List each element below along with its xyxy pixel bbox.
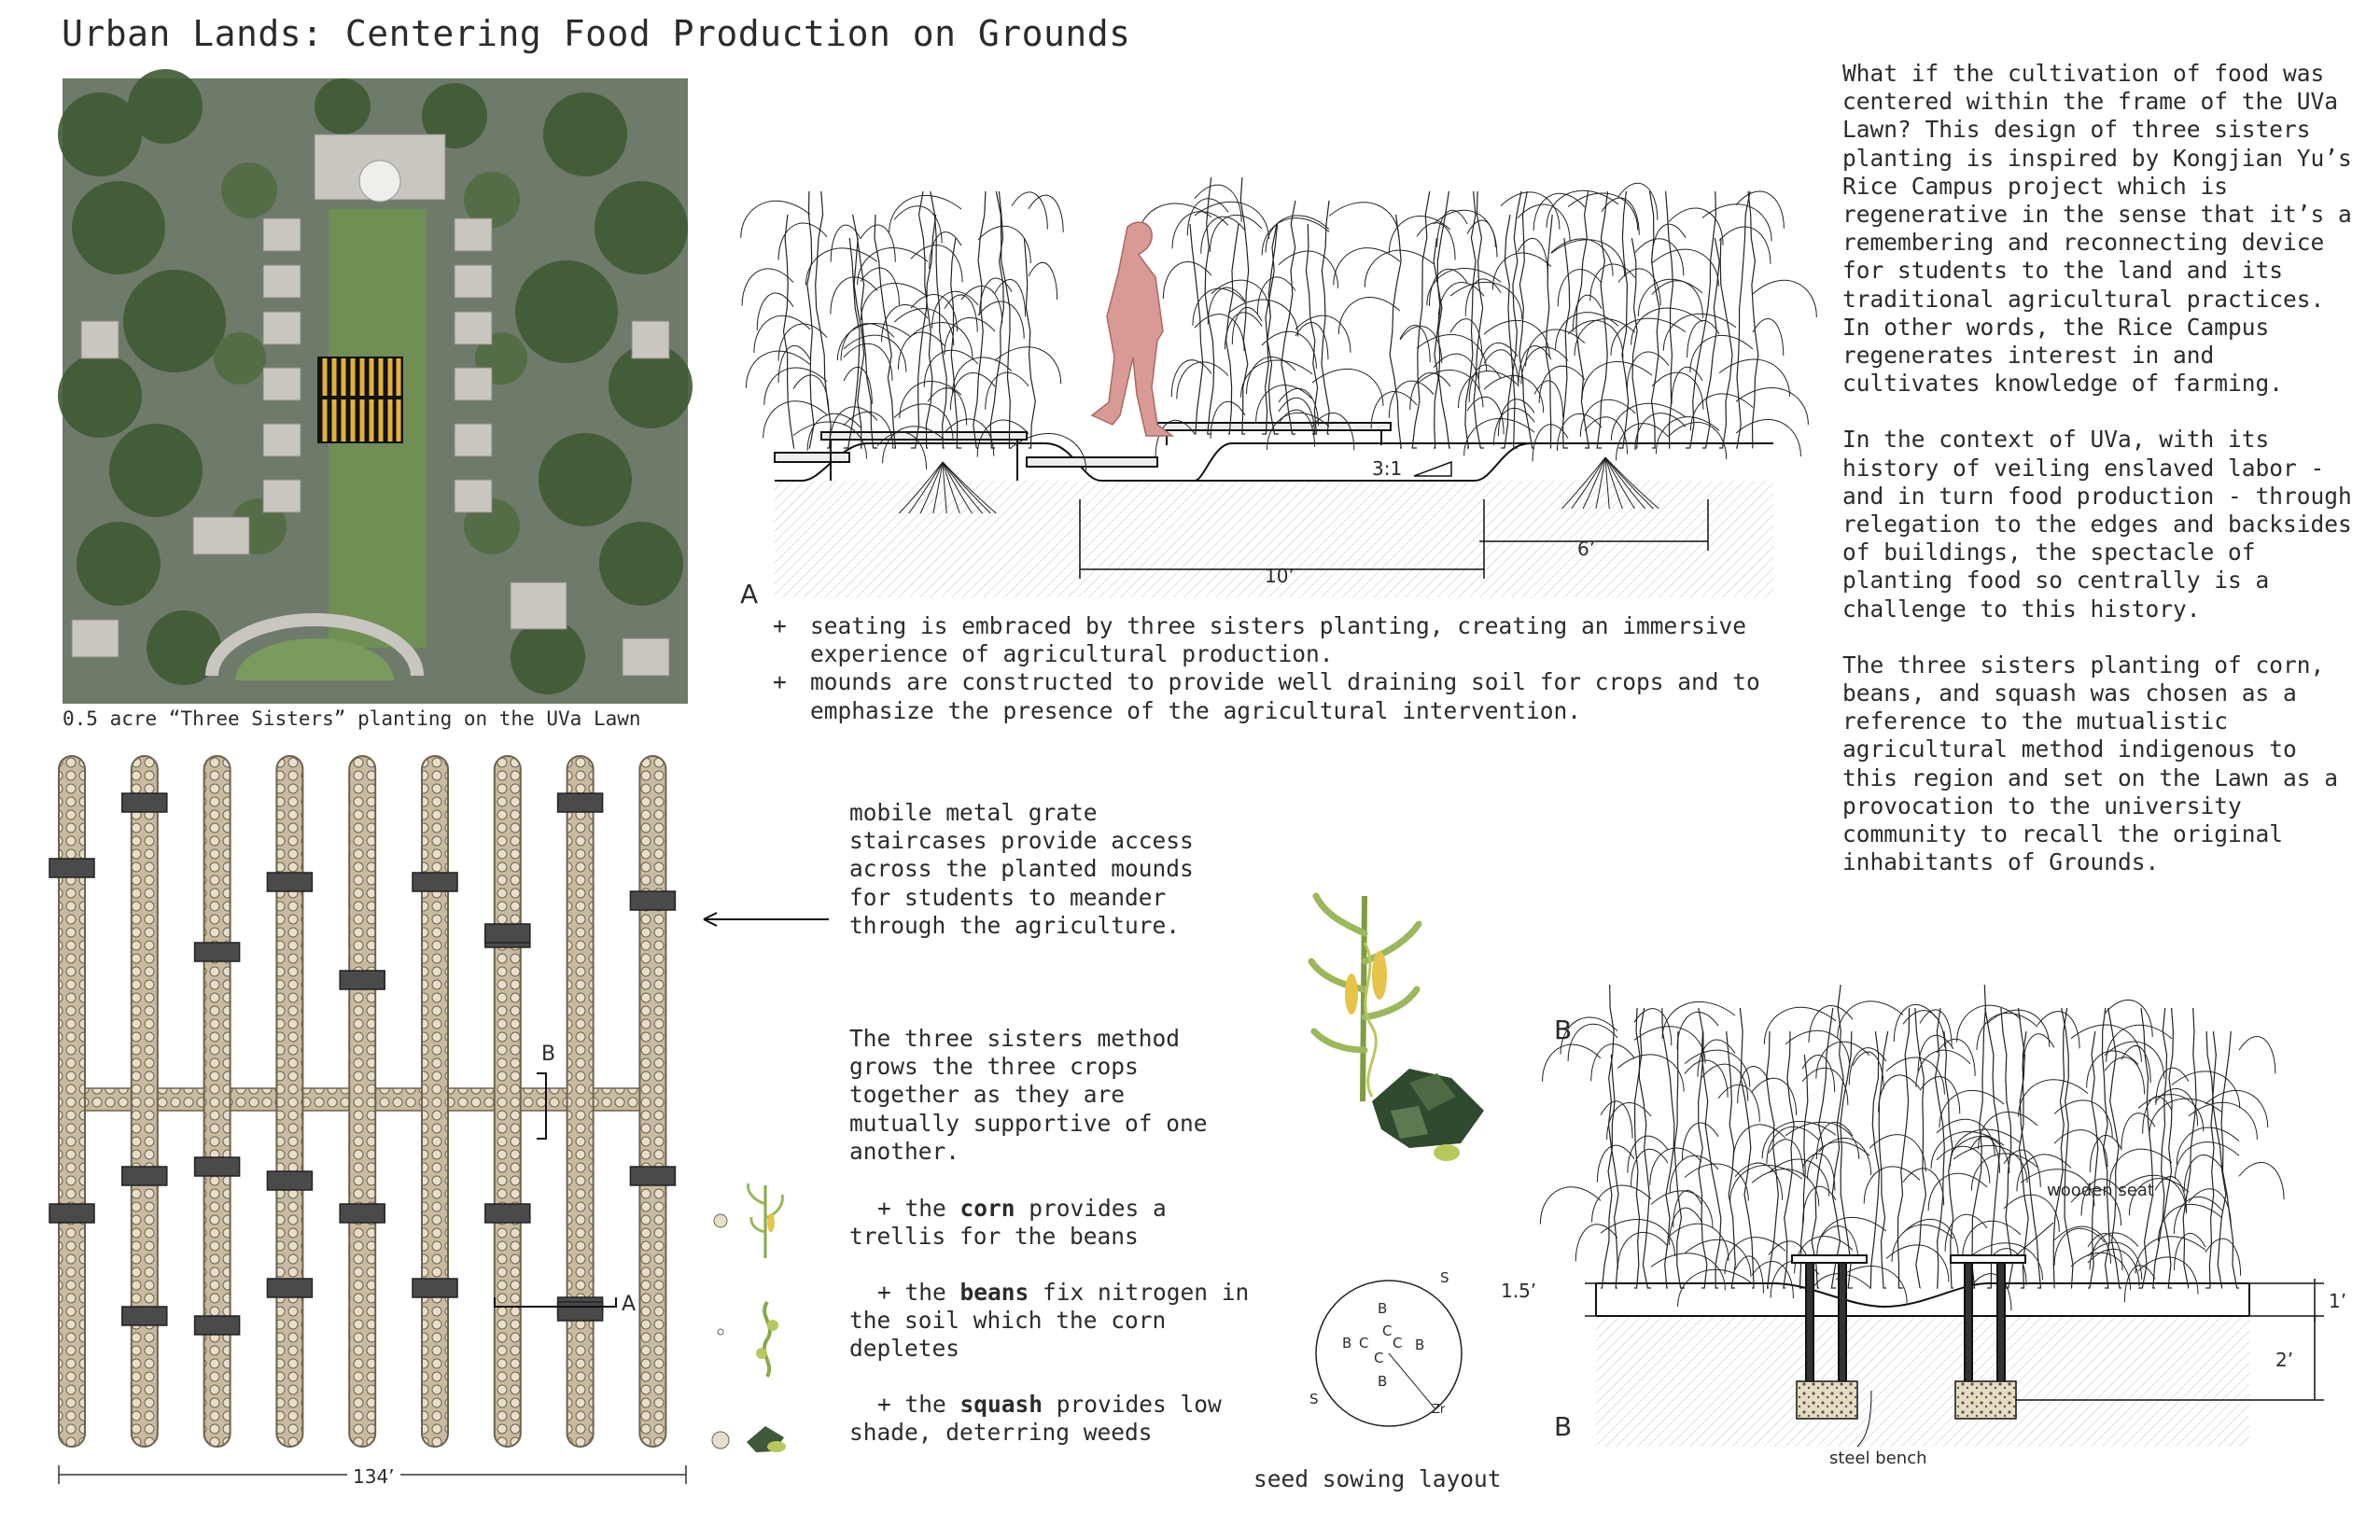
steel-bench-label: steel bench: [1829, 1449, 1927, 1468]
wooden-seat-label: wooden seat: [2047, 1181, 2154, 1200]
seed-letter: B: [1342, 1335, 1352, 1351]
seed-layout-caption: seed sowing layout: [1253, 1465, 1502, 1492]
stair-grate: [122, 1167, 167, 1185]
planting-mound: [495, 756, 521, 1447]
stair-grate: [49, 1204, 94, 1223]
planting-mound: [132, 756, 158, 1447]
corn-icon: [749, 1183, 783, 1258]
stair-grate: [49, 859, 94, 877]
essay-paragraph: The three sisters planting of corn, beans, and squash was chosen as a reference to the mutualistic agricultural method indigenous to this region and set on the Lawn as a provocation to the university community to recall the original inhabitants of Grounds.: [1842, 651, 2339, 876]
section-a-notes: [773, 612, 1799, 725]
stair-grate: [413, 1279, 457, 1297]
dim-1: 1’: [2329, 1290, 2347, 1312]
seed-letter: B: [1415, 1337, 1425, 1353]
seed-letter: C: [1374, 1350, 1384, 1366]
stair-grate: [485, 1204, 530, 1223]
method-item-corn: + the corn provides a trellis for the beans: [849, 1195, 1167, 1251]
seed-letter: C: [1393, 1335, 1403, 1351]
dim-2: 2’: [2275, 1349, 2294, 1371]
stair-grate: [122, 1307, 167, 1325]
planting-mound: [639, 756, 665, 1447]
essay: [1842, 60, 2365, 904]
section-a-label: A: [740, 579, 759, 609]
section-a-drawing: [765, 107, 1792, 611]
stair-grate: [558, 793, 603, 812]
section-b-drawing: [1549, 943, 2352, 1465]
dim-10: 10’: [1265, 565, 1295, 587]
page-title: Urban Lands: Centering Food Production on Grounds: [62, 13, 1131, 54]
seed-letter: B: [1378, 1373, 1388, 1390]
essay-paragraph: In the context of UVa, with its history of veiling enslaved labor - and in turn food production - through relegation to the edges and backsides of buildings, the spectacle of planting food so centrally is a challenge to this history.: [1842, 426, 2352, 623]
plan-dimension: 134’: [347, 1465, 400, 1488]
dim-6: 6’: [1577, 538, 1596, 560]
planting-mound: [204, 756, 231, 1447]
planting-mound: [567, 756, 594, 1447]
planting-mound: [349, 756, 375, 1447]
squash-plant-icon: [1372, 1069, 1484, 1161]
stair-grate: [340, 1204, 385, 1223]
seed-layout-diagram: [1307, 1279, 1493, 1447]
seed-letter: Zr: [1432, 1403, 1446, 1417]
aerial-map: [63, 78, 688, 704]
seed-letter: C: [1359, 1335, 1369, 1351]
note-item: + seating is embraced by three sisters planting, creating an immersive experience of agricultural production.: [773, 612, 1747, 668]
stair-grate: [195, 943, 240, 961]
planting-plan: [51, 756, 705, 1503]
dim-1-5: 1.5’: [1501, 1280, 1537, 1302]
squash-icon: [747, 1426, 786, 1452]
section-b-marker: B: [541, 1043, 556, 1066]
stair-grate: [630, 891, 675, 910]
stair-grate: [267, 873, 312, 891]
aerial-caption: 0.5 acre “Three Sisters” planting on the UVa Lawn: [63, 707, 641, 730]
stair-grate: [558, 1302, 603, 1321]
three-sisters-illustration: [1297, 887, 1512, 1176]
seed-letter: B: [1378, 1300, 1388, 1317]
stair-grate: [485, 924, 530, 943]
pointer-arrow: [698, 910, 838, 929]
method-item-squash: + the squash provides low shade, deterring weeds: [849, 1391, 1222, 1447]
seed-letter: S: [1440, 1269, 1449, 1286]
section-b-label-top: B: [1554, 1015, 1573, 1045]
method-intro: The three sisters method grows the three crops together as they are mutually supportive of one another.: [849, 1025, 1208, 1165]
corn-plant-icon: [1311, 896, 1419, 1101]
crop-icons: [709, 1176, 812, 1456]
slope-label: 3:1: [1372, 457, 1403, 480]
stair-grate: [267, 1279, 312, 1297]
section-a-marker: A: [622, 1293, 637, 1316]
stair-grate: [413, 873, 457, 891]
essay-paragraph: What if the cultivation of food was centered within the frame of the UVa Lawn? This design of three sisters planting is inspired by Kongjian Yu’s Rice Campus project which is regenerative in the sense that it’s a remembering and reconnecting device for students to the land and its traditional agricultural practices. In other words, the Rice Campus regenerates interest in and cultivates knowledge of farming.: [1842, 60, 2352, 398]
planting-mound: [276, 756, 302, 1447]
stair-note: mobile metal grate staircases provide access across the planted mounds for students to meander through the agriculture.: [849, 799, 1194, 939]
stair-grate: [195, 1316, 240, 1335]
stair-grate: [267, 1171, 312, 1190]
seed-letter: S: [1309, 1391, 1319, 1407]
section-b-label: B: [1554, 1411, 1573, 1442]
stair-grate: [630, 1167, 675, 1185]
bean-icon: [756, 1302, 778, 1377]
stair-grate: [122, 793, 167, 812]
seed-letter: C: [1382, 1323, 1393, 1339]
stair-grate: [195, 1157, 240, 1176]
planting-mound: [422, 756, 448, 1447]
stair-grate: [340, 971, 385, 989]
method-item-beans: + the beans fix nitrogen in the soil which the corn depletes: [849, 1279, 1250, 1363]
note-item: + mounds are constructed to provide well draining soil for crops and to emphasize the presence of the agricultural intervention.: [773, 668, 1760, 724]
